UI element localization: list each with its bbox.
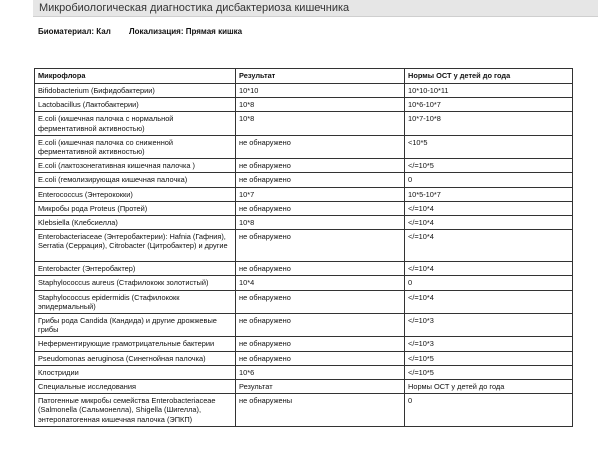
page-title: Микробиологическая диагностика дисбактериоза кишечника (33, 0, 598, 17)
table-row (35, 230, 573, 262)
cell-norm: <10*5 (405, 135, 573, 158)
sample-info (38, 27, 242, 36)
cell-norm: </=10*5 (405, 159, 573, 173)
cell-result: не обнаружено (236, 230, 405, 262)
cell-norm: </=10*5 (405, 351, 573, 365)
cell-result: 10*8 (236, 216, 405, 230)
special-header-title: Специальные исследования (35, 380, 236, 394)
cell-result: 10*7 (236, 187, 405, 201)
special-header-result: Результат (236, 380, 405, 394)
cell-organism: Bifidobacterium (Бифидобактерии) (35, 84, 236, 98)
table-row (35, 84, 573, 98)
table-row (35, 262, 573, 276)
cell-result: не обнаружено (236, 135, 405, 158)
cell-norm: 10*6-10*7 (405, 98, 573, 112)
table-row (35, 98, 573, 112)
table-row (35, 216, 573, 230)
table-row (35, 135, 573, 158)
cell-organism: Патогенные микробы семейства Enterobacteriaceae (Salmonella (Сальмонелла), Shigella (Шигелла), энтеропатогенная кишечная палочка (ЭПКП) (35, 394, 236, 427)
cell-result: 10*10 (236, 84, 405, 98)
cell-organism: Staphylococcus aureus (Стафилококк золотистый) (35, 276, 236, 290)
cell-norm: </=10*4 (405, 216, 573, 230)
cell-norm: </=10*3 (405, 337, 573, 351)
cell-organism: Клостридии (35, 365, 236, 379)
cell-organism: E.coli (лактозонегативная кишечная палочка ) (35, 159, 236, 173)
cell-norm: </=10*4 (405, 290, 573, 313)
microflora-table (34, 68, 573, 427)
cell-organism: Klebsiella (Клебсиелла) (35, 216, 236, 230)
table-row (35, 337, 573, 351)
cell-result: не обнаружено (236, 262, 405, 276)
cell-result: 10*4 (236, 276, 405, 290)
cell-result: 10*8 (236, 98, 405, 112)
cell-norm: </=10*5 (405, 365, 573, 379)
header-microflora: Микрофлора (35, 69, 236, 84)
special-header-norms: Нормы ОСТ у детей до года (405, 380, 573, 394)
cell-norm: 10*7-10*8 (405, 112, 573, 135)
table-row (35, 290, 573, 313)
cell-result: не обнаружено (236, 290, 405, 313)
cell-organism: Enterobacter (Энтеробактер) (35, 262, 236, 276)
cell-organism: Enterobacteriaceae (Энтеробактерии): Hafnia (Гафния), Serratia (Серрация), Citrobacter (Цитробактер) и другие (35, 230, 236, 262)
cell-norm: </=10*4 (405, 262, 573, 276)
table-row (35, 187, 573, 201)
cell-organism: E.coli (гемолизирующая кишечная палочка) (35, 173, 236, 187)
cell-result: не обнаружено (236, 159, 405, 173)
special-header-row (35, 380, 573, 394)
table-header-row (35, 69, 573, 84)
cell-norm: 0 (405, 394, 573, 427)
cell-result: не обнаружено (236, 314, 405, 337)
cell-result: не обнаружено (236, 201, 405, 215)
cell-norm: </=10*3 (405, 314, 573, 337)
localization-label: Локализация: Прямая кишка (129, 27, 243, 36)
cell-result: не обнаружено (236, 173, 405, 187)
table-row (35, 365, 573, 379)
table-row (35, 159, 573, 173)
cell-organism: Staphylococcus epidermidis (Стафилококк эпидермальный) (35, 290, 236, 313)
cell-organism: Микробы рода Proteus (Протей) (35, 201, 236, 215)
cell-organism: E.coli (кишечная палочка с нормальной ферментативной активностью) (35, 112, 236, 135)
cell-organism: E.coli (кишечная палочка со сниженной ферментативной активностью) (35, 135, 236, 158)
cell-norm: 10*5-10*7 (405, 187, 573, 201)
cell-organism: Lactobacillus (Лактобактерии) (35, 98, 236, 112)
cell-norm: 0 (405, 173, 573, 187)
cell-organism: Неферментирующие грамотрицательные бактерии (35, 337, 236, 351)
cell-norm: 10*10-10*11 (405, 84, 573, 98)
cell-organism: Pseudomonas aeruginosa (Синегнойная палочка) (35, 351, 236, 365)
table-row (35, 314, 573, 337)
cell-result: 10*8 (236, 112, 405, 135)
table-row (35, 351, 573, 365)
cell-organism: Enterococcus (Энтерококки) (35, 187, 236, 201)
cell-result: не обнаружено (236, 351, 405, 365)
header-norms: Нормы ОСТ у детей до года (405, 69, 573, 84)
table-row (35, 173, 573, 187)
cell-norm: 0 (405, 276, 573, 290)
biomaterial-label: Биоматериал: Кал (38, 27, 111, 36)
header-result: Результат (236, 69, 405, 84)
table-row (35, 201, 573, 215)
table-row (35, 112, 573, 135)
cell-result: не обнаружены (236, 394, 405, 427)
cell-norm: </=10*4 (405, 230, 573, 262)
cell-norm: </=10*4 (405, 201, 573, 215)
cell-result: 10*6 (236, 365, 405, 379)
table-row (35, 394, 573, 427)
cell-result: не обнаружено (236, 337, 405, 351)
table-row (35, 276, 573, 290)
cell-organism: Грибы рода Candida (Кандида) и другие дрожжевые грибы (35, 314, 236, 337)
